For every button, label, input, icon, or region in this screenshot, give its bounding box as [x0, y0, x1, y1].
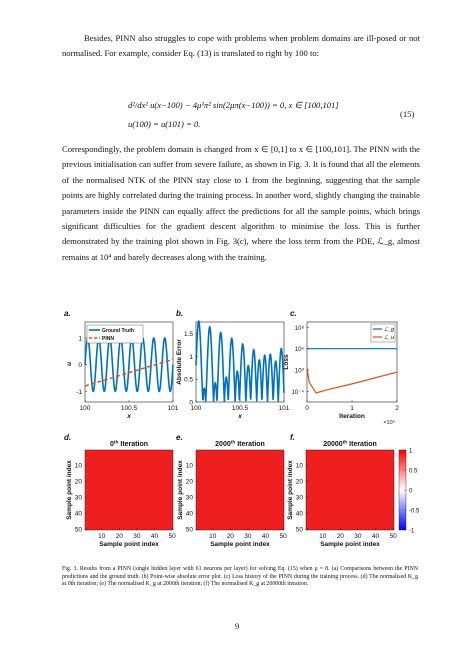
colorbar-tick-label: 0 [409, 488, 413, 495]
colorbar-tick-label: -1 [409, 528, 415, 535]
panel-c-ytick-label: 10⁴ [294, 347, 304, 354]
panel-b-xlabel: x [238, 413, 242, 420]
panel-b-error-line [196, 321, 284, 402]
panel-f-ytick-label: 30 [295, 494, 303, 502]
panel-c-xlabel: Iteration [339, 413, 365, 420]
panel-b-ytick-label: 0.5 [183, 376, 193, 384]
panel-e-xtick-label: 10 [209, 533, 217, 540]
panel-a-legend-ground-truth-label: Ground Truth [102, 328, 134, 334]
panel-a-xtick-label: 100.5 [120, 405, 138, 412]
panel-d-ytick-label: 40 [74, 510, 82, 518]
panel-d-ylabel: Sample point index [66, 460, 73, 520]
equation-line-2: u(100) = u(101) = 0. [128, 119, 201, 129]
panel-c-x-multiplier: ×10⁴ [383, 420, 395, 426]
panel-d-xlabel: Sample point index [99, 541, 159, 548]
panel-a-ytick-label: 1 [78, 335, 82, 343]
panel-a-ytick-label: -1 [76, 388, 82, 396]
equation-line-1: d²/dx² u(x−100) − 4μ²π² sin(2μπ(x−100)) = 0, x ∈ [100,101] [128, 100, 339, 110]
figure-caption: Fig. 3. Results from a PINN (single hidden layer with 61 neurons per layer) for solving Eq. (15) when μ = 8. (a) Comparisons between the PINN predictions and the ground truth. (b) Point-wise absolute error plot. (c) Loss history of the PINN during the training process. (d) The normalised K_g at 0th iteration; (e) The normalised K_g at 2000th iteration; (f) The normalised K_g at 20000th iteration. [62, 566, 418, 588]
panel-a-xlabel: x [127, 413, 131, 420]
panel-f-xtick-label: 40 [371, 533, 380, 540]
panel-a-xtick-label: 100 [79, 405, 91, 412]
panel-b-ytick-label: 1 [189, 353, 193, 361]
panel-b-ytick-label: 1.5 [183, 330, 193, 338]
panel-e-title: 2000th Iteration [215, 440, 265, 448]
panel-d-ytick-label: 50 [74, 526, 82, 534]
panel-d-xtick-label: 40 [150, 533, 159, 540]
panel-c-loss-u-line [307, 368, 397, 393]
panel-f-xlabel: Sample point index [320, 541, 380, 548]
panel-b-xtick-label: 101 [278, 405, 290, 412]
panel-e-ytick-label: 10 [185, 462, 193, 470]
panel-c-ytick-label: 10⁻⁴ [291, 389, 304, 396]
panel-b-xtick-label: 100.5 [231, 405, 249, 412]
panel-c-ylabel: Loss [283, 354, 290, 370]
panel-label-a: a. [64, 309, 71, 318]
panel-c-xtick-label: 0 [305, 405, 309, 412]
panel-a-legend-pinn-label: PINN [102, 336, 114, 342]
panel-e-xtick-label: 20 [226, 533, 234, 540]
panel-c-xtick-label: 1 [350, 405, 354, 412]
panel-d-xtick-label: 20 [115, 533, 123, 540]
page-number: 9 [234, 621, 240, 631]
colorbar-tick-label: 1 [409, 448, 413, 455]
panel-d-heatmap [85, 450, 173, 530]
panel-c-legend-g-label: ℒ_g [384, 327, 395, 333]
panel-c-xtick-label: 2 [395, 405, 399, 412]
panel-d-ytick-label: 20 [74, 478, 82, 486]
panel-f-ylabel: Sample point index [287, 460, 294, 520]
panel-label-c: c. [290, 309, 297, 318]
panel-e-xtick-label: 40 [261, 533, 270, 540]
panel-a-ytick-label: 0 [78, 362, 82, 370]
panel-e-ytick-label: 30 [185, 494, 193, 502]
panel-f-ytick-label: 10 [295, 462, 303, 470]
panel-e-ytick-label: 50 [185, 526, 193, 534]
paragraph-intro-text: Besides, PINN also struggles to cope with problems when problem domains are ill-posed or not normalised. For example, consider Eq. (13) is translated to right by 100 to: [62, 33, 420, 59]
panel-e-ytick-label: 20 [185, 478, 193, 486]
panel-f-xtick-label: 20 [336, 533, 344, 540]
panel-d-xtick-label: 50 [168, 533, 176, 540]
panel-d-ytick-label: 10 [74, 462, 82, 470]
panel-c-ytick-label: 10⁸ [294, 325, 304, 332]
panel-f-title: 20000th Iteration [323, 440, 377, 448]
panel-a-xtick-label: 101 [167, 405, 179, 412]
panel-f-xtick-label: 10 [319, 533, 327, 540]
panel-b-ytick-label: 0 [189, 399, 193, 407]
panel-label-b: b. [176, 309, 184, 318]
panel-f-xtick-label: 50 [389, 533, 397, 540]
panel-c-ytick-label: 10⁰ [294, 368, 304, 375]
panel-f-ytick-label: 20 [295, 478, 303, 486]
panel-f-ytick-label: 50 [295, 526, 303, 534]
panel-d-ytick-label: 30 [74, 494, 82, 502]
colorbar-tick-label: -0.5 [409, 508, 420, 515]
panel-d-title: 0th Iteration [110, 440, 148, 448]
colorbar-tick-label: 0.5 [409, 468, 418, 475]
panel-e-xtick-label: 50 [279, 533, 287, 540]
panel-e-ylabel: Sample point index [177, 460, 184, 520]
panel-f-xtick-label: 30 [354, 533, 362, 540]
panel-e-xtick-label: 30 [244, 533, 252, 540]
panel-c-legend-u-label: ℒ_u [384, 335, 395, 341]
panel-e-xlabel: Sample point index [210, 541, 270, 548]
panel-d-xtick-label: 10 [98, 533, 106, 540]
panel-label-f: f. [290, 433, 295, 442]
panel-d-xtick-label: 30 [133, 533, 141, 540]
panel-f-heatmap [306, 450, 394, 530]
paragraph-main-text: Correspondingly, the problem domain is changed from x ∈ [0,1] to x ∈ [100,101]. The PINN with the previous initialisation can suffer from severe failure, as shown in Fig. 3. It is found that all the elements of the normalised NTK of the PINN stay close to 1 from the beginning, suggesting that the sample points are highly correlated during the training process. In another word, slightly changing the trainable parameters inside the PINN can equally affect the predictions for all the sample points, which brings significant difficulties for the gradient descent algorithm to minimise the loss. This is further demonstrated by the training plot shown in Fig. 3(c), where the loss term from the PDE, ℒ_g, almost remains at 10⁴ and barely decreases along with the training. [62, 144, 420, 262]
panel-a-ylabel: u [66, 362, 73, 366]
panel-e-ytick-label: 40 [185, 510, 193, 518]
equation-number: (15) [400, 109, 415, 119]
panel-f-ytick-label: 40 [295, 510, 303, 518]
panel-label-d: d. [64, 433, 72, 442]
panel-label-e: e. [176, 433, 183, 442]
panel-a-ground-truth-line [85, 338, 173, 391]
panel-b-ylabel: Absolute Error [176, 339, 183, 385]
panel-e-heatmap [196, 450, 284, 530]
panel-b-xtick-label: 100 [190, 405, 202, 412]
